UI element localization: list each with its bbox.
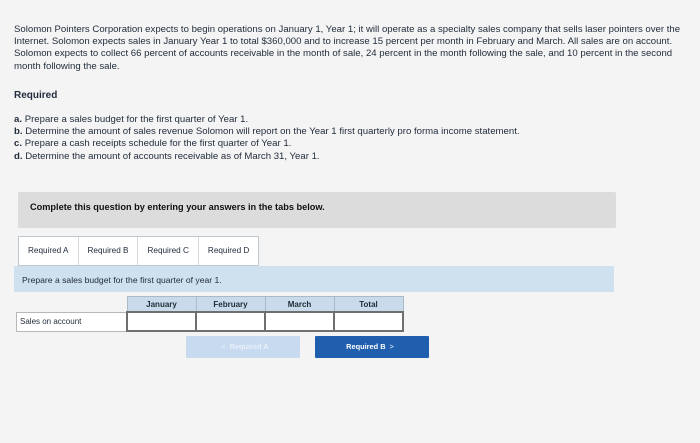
column-header-march: March [265, 297, 334, 313]
row-label-sales-on-account: Sales on account [17, 312, 128, 331]
chevron-right-icon: > [389, 342, 394, 351]
january-input[interactable] [127, 312, 196, 331]
panel-prompt-text: Prepare a sales budget for the first quarter of year 1. [22, 275, 222, 285]
required-heading: Required [14, 90, 58, 101]
tab-required-b[interactable]: Required B [79, 237, 139, 265]
february-input[interactable] [196, 312, 265, 331]
table-header-row [17, 297, 404, 313]
tab-required-d[interactable]: Required D [207, 246, 250, 255]
instruction-banner [18, 192, 616, 228]
tab-required-c[interactable]: Required C [138, 237, 198, 265]
requirement-item-d: d. Determine the amount of accounts receivable as of March 31, Year 1. [14, 150, 320, 162]
sales-budget-table [16, 296, 404, 332]
requirement-item-a: a. Prepare a sales budget for the first quarter of Year 1. [14, 114, 249, 125]
requirement-item-c: c. Prepare a cash receipts schedule for the first quarter of Year 1. [14, 138, 292, 150]
requirement-item-b: b. Determine the amount of sales revenue Solomon will report on the Year 1 first quarterly pro forma income statement. [14, 126, 520, 138]
next-button-label: Required B [346, 342, 386, 351]
march-input[interactable] [265, 312, 334, 331]
column-header-total: Total [334, 297, 403, 313]
instruction-text: Complete this question by entering your answers in the tabs below. [30, 202, 325, 212]
tab-panel-prompt [14, 266, 614, 292]
column-header-january: January [127, 297, 196, 313]
requirements-list [14, 114, 520, 163]
column-header-february: February [196, 297, 265, 313]
tab-required-a[interactable]: Required A [19, 237, 79, 265]
problem-statement: Solomon Pointers Corporation expects to begin operations on January 1, Year 1; it will operate as a specialty sales company that sells laser pointers over the Internet. Solomon expects sales in January Year 1 to total $360,000 and to increase 15 percent per month in February and March. All sales are on account. Solomon expects to collect 66 percent of accounts receivable in the month of sale, 24 percent in the month following the sale, and 10 percent in the second month following the sale. [14, 24, 681, 72]
previous-button-label: Required A [229, 342, 269, 351]
requirement-tabs [18, 236, 259, 266]
header-blank-cell [17, 297, 128, 313]
next-required-button[interactable] [315, 336, 429, 358]
previous-required-button[interactable] [186, 336, 300, 358]
total-input[interactable] [334, 312, 403, 331]
chevron-left-icon: < [221, 342, 226, 351]
table-row [17, 312, 404, 331]
